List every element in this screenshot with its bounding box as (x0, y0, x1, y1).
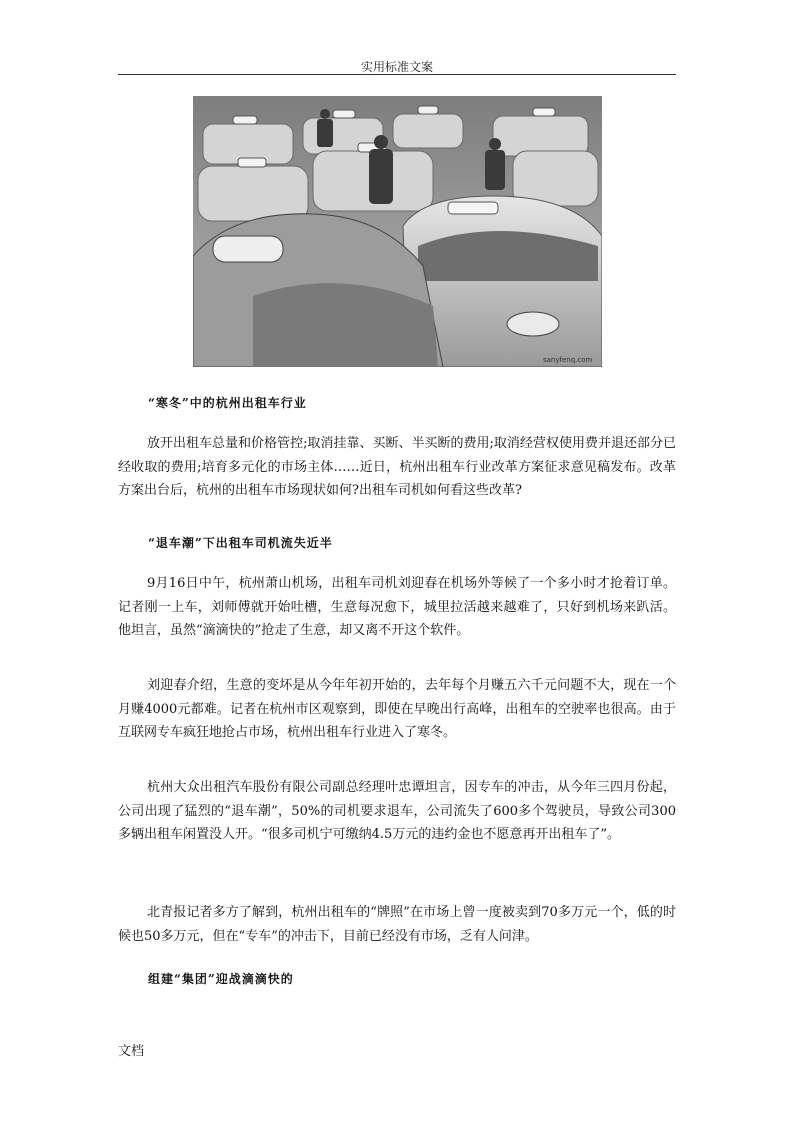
paragraph: 杭州大众出租汽车股份有限公司副总经理叶忠谭坦言，因专车的冲击，从今年三四月份起，公司出现了猛烈的“退车潮”，50%的司机要求退车，公司流失了600多个驾驶员，导致公司300多辆出租车闲置没人开。“很多司机宁可缴纳4.5万元的违约金也不愿意再开出租车了”。 (118, 780, 676, 842)
page-header-title: 实用标准文案 (360, 60, 433, 74)
header-divider (118, 74, 676, 75)
section-heading: “退车潮”下出租车司机流失近半 (148, 536, 333, 550)
footer-label: 文档 (118, 1044, 145, 1059)
photo-illustration (193, 96, 602, 367)
section-heading: “寒冬”中的杭州出租车行业 (148, 396, 307, 410)
paragraph: 刘迎春介绍，生意的变坏是从今年年初开始的，去年每个月赚五六千元问题不大，现在一个月赚4000元都难。记者在杭州市区观察到，即使在早晚出行高峰，出租车的空驶率也很高。由于互联网专车疯狂地抢占市场，杭州出租车行业进入了寒冬。 (118, 678, 676, 740)
photo-watermark: sanyfenq.com (543, 356, 593, 364)
taxi-queue-photo (193, 96, 602, 367)
section-heading: 组建“集团”迎战滴滴快的 (148, 972, 294, 986)
paragraph: 北青报记者多方了解到，杭州出租车的“牌照”在市场上曾一度被卖到70多万元一个，低的时候也50多万元，但在“专车”的冲击下，目前已经没有市场，乏有人问津。 (118, 905, 676, 944)
paragraph: 9月16日中午，杭州萧山机场，出租车司机刘迎春在机场外等候了一个多小时才抢着订单。记者刚一上车，刘师傅就开始吐槽，生意每况愈下，城里拉活越来越难了，只好到机场来趴活。他坦言，虽然“滴滴快的”抢走了生意，却又离不开这个软件。 (118, 576, 676, 638)
paragraph: 放开出租车总量和价格管控;取消挂靠、买断、半买断的费用;取消经营权使用费并退还部分已经收取的费用;培育多元化的市场主体……近日，杭州出租车行业改革方案征求意见稿发布。改革方案出台后，杭州的出租车市场现状如何?出租车司机如何看这些改革? (118, 436, 676, 498)
